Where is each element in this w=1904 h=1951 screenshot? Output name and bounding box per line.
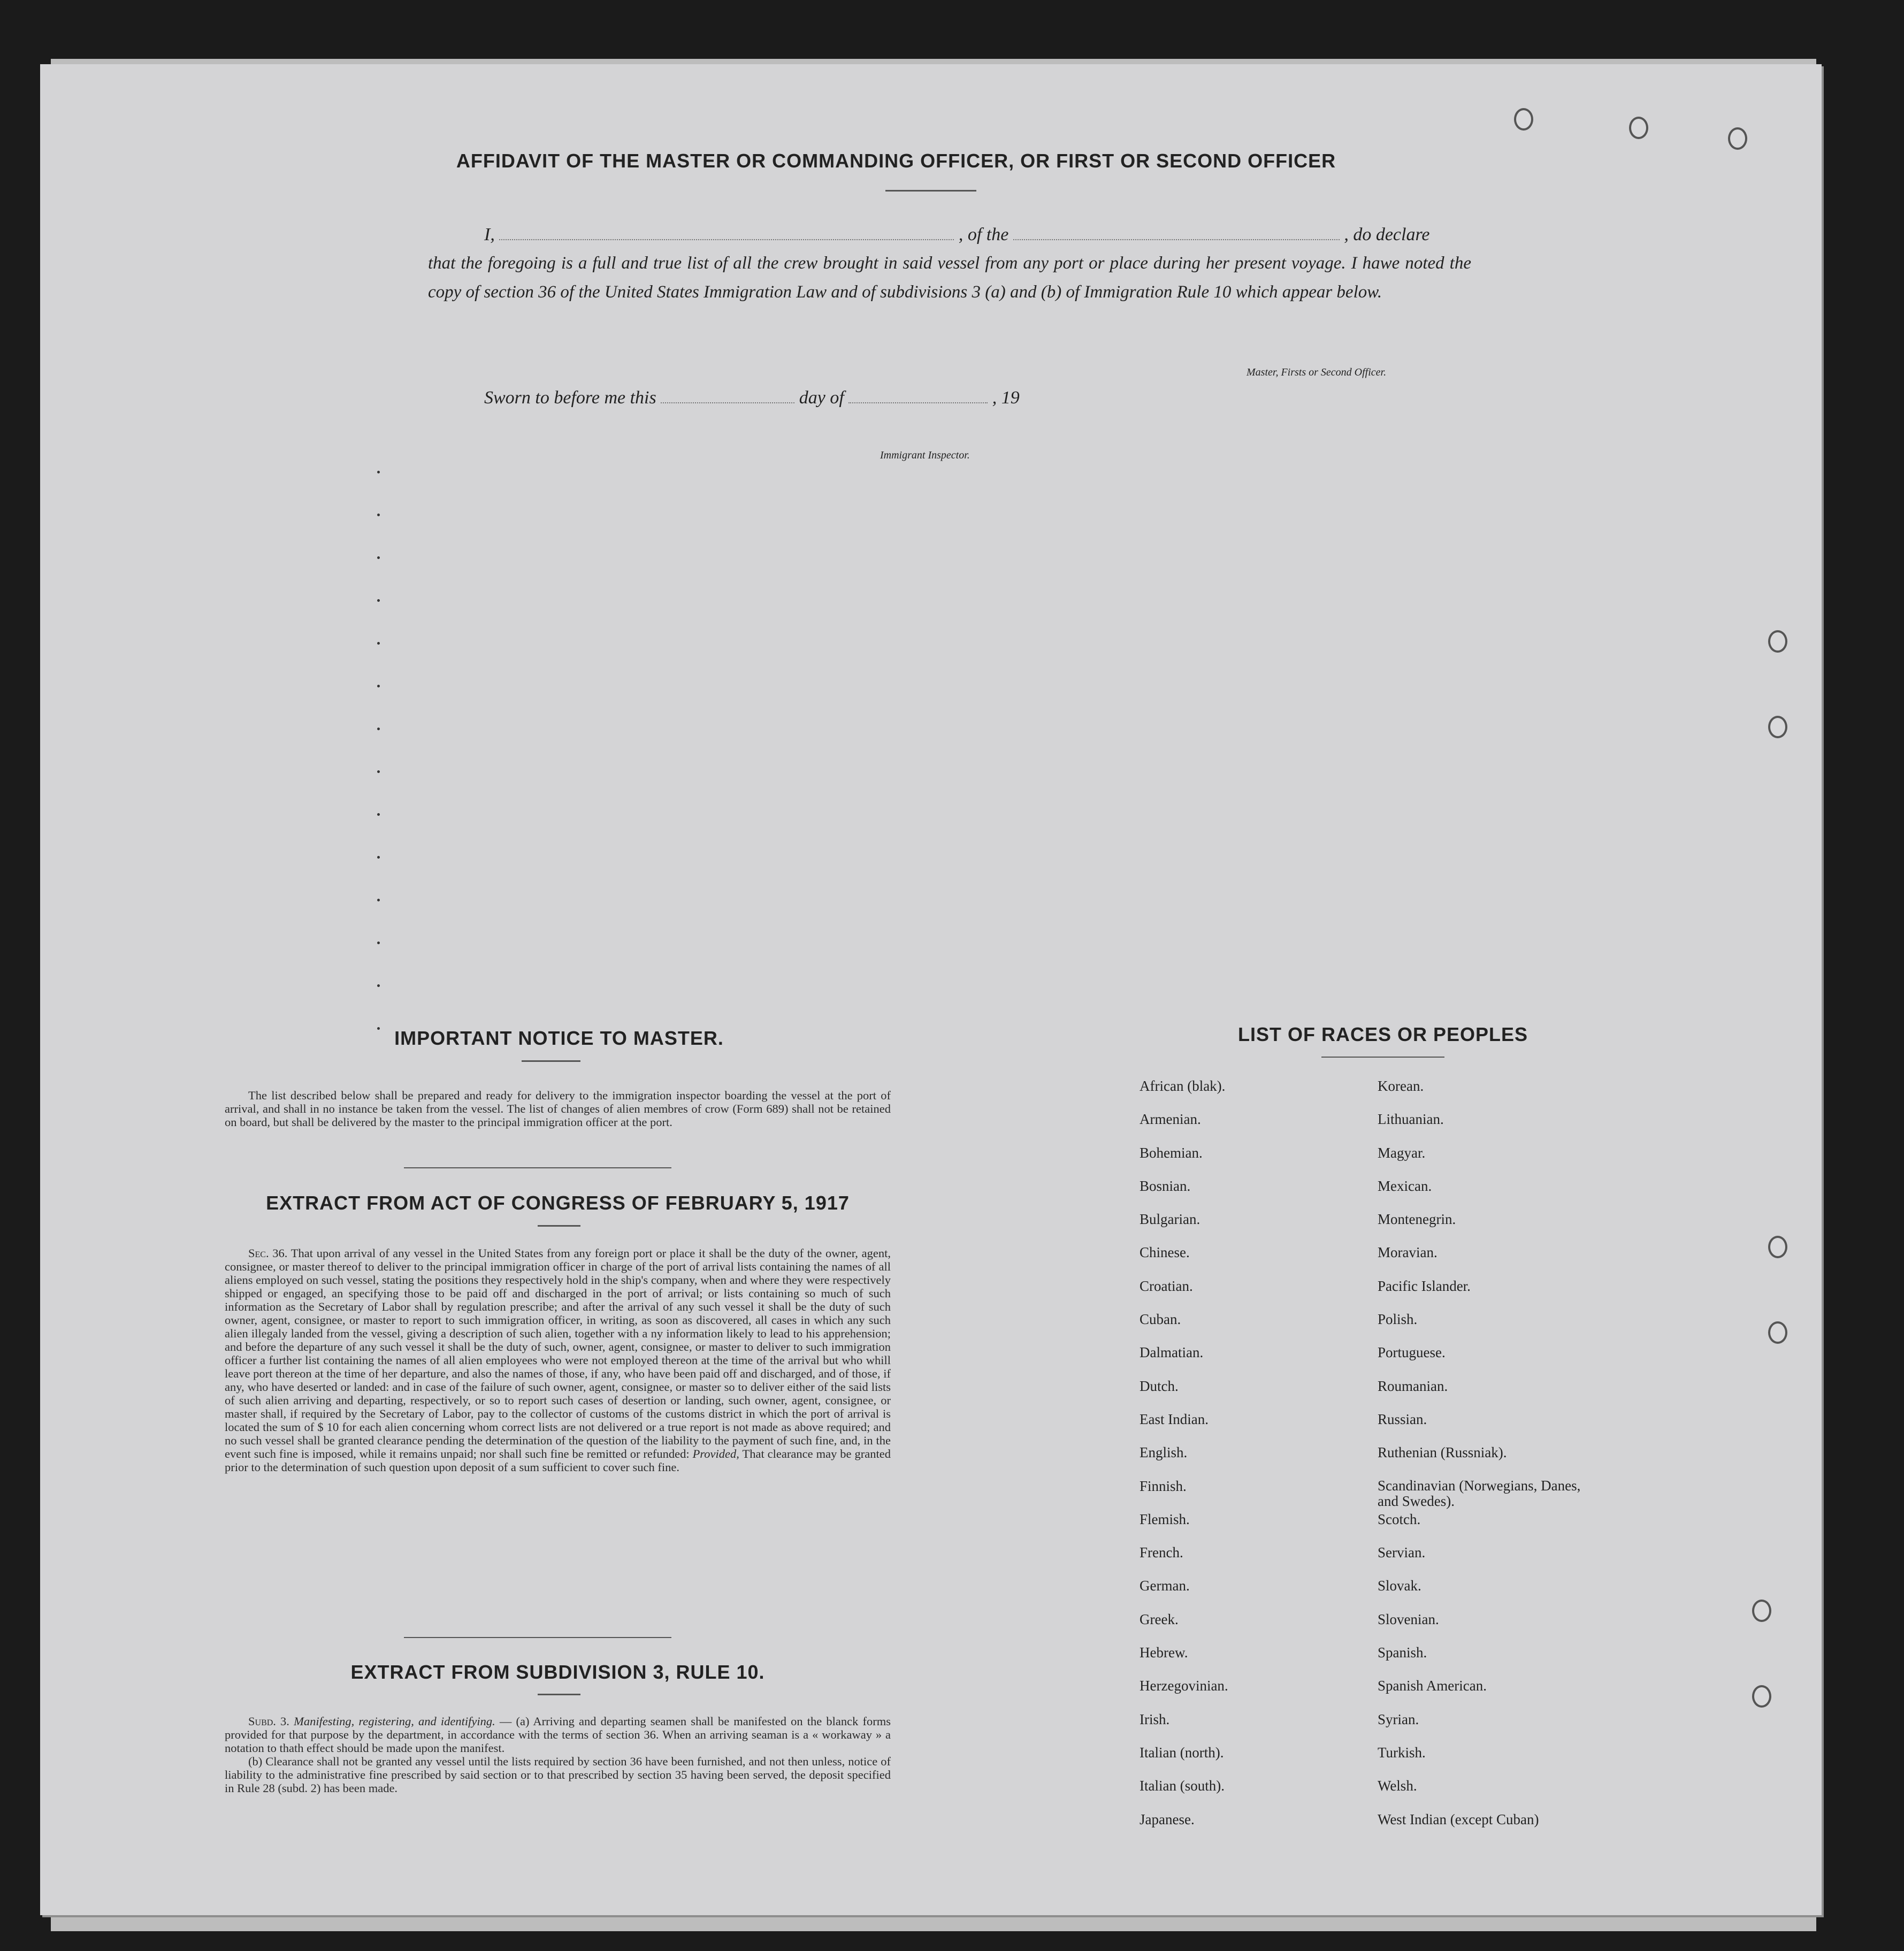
race-item: East Indian. <box>1140 1411 1209 1427</box>
affidavit-title: AFFIDAVIT OF THE MASTER OR COMMANDING OFFICER, OR FIRST OR SECOND OFFICER <box>456 150 1336 172</box>
name-field[interactable] <box>499 239 954 240</box>
races-right-column <box>1378 1078 1602 1845</box>
binder-hole-icon <box>1514 108 1533 131</box>
margin-dot <box>377 942 380 944</box>
declaration-text: that the foregoing is a full and true list of all the crew brought in said vessel from any port or place during her present voyage. I hawe noted the copy of section 36 of the United States Immigration Law and of subdivisions 3 (a) and (b) of Immigration Rule 10 which appear below. <box>428 254 1471 302</box>
sworn-label: Sworn to before me this <box>484 388 656 408</box>
race-item: Italian (north). <box>1140 1744 1224 1761</box>
notice-rule <box>522 1060 580 1062</box>
race-item: Chinese. <box>1140 1244 1190 1261</box>
rule-rule <box>538 1694 580 1695</box>
race-item: Servian. <box>1378 1544 1426 1561</box>
races-title: LIST OF RACES OR PEOPLES <box>1237 1023 1528 1045</box>
race-item: Welsh. <box>1378 1778 1417 1794</box>
race-item: Ruthenian (Russniak). <box>1378 1444 1507 1461</box>
race-item: Moravian. <box>1378 1244 1437 1261</box>
race-item: Russian. <box>1378 1411 1427 1427</box>
race-item: Dalmatian. <box>1140 1344 1204 1361</box>
race-item: Japanese. <box>1140 1811 1195 1827</box>
act-text: Sec. 36. That upon arrival of any vessel in the United States from any foreign port or place it shall be the duty of the owner, agent, consignee, or master thereof to deliver to the principal immigration officer in charge of the port of arrival lists containing the names of all aliens employed on such vessel, stating the positions they respectively hold in the ship's company, when and where they were respectively shipped or engaged, an specifying those to be paid off and discharged in the port of arrival; or lists containing so much of such information as the Secretary of Labor shall by regulation prescribe; and after the arrival of any such vessel it shall be the duty of such owner, agent, consignee, or master to report to such immigration officer, in writing, as soon as discovered, all cases in which any such alien illegaly landed from the vessel, giving a description of such alien, together with a ny information likely to lead to his apprehension; and before the departure of any such vessel it shall be the duty of such, owner, agent, consignee, or master to deliver to such immigration officer a further list containing the names of all alien employees who were not employed thereon at the time of the arrival but who whill leave port thereon at the time of her departure, and also the names of those, if any, who have been paid off and discharged, and of those, if any, who have deserted or landed: and in case of the failure of such owner, agent, consignee, or master so to deliver either of the said lists of such alien arriving and departing, respectively, or so to report such cases of desertion or landing, such owner, agent, consignee, or master shall, if required by the Secretary of Labor, pay to the collector of customs of the customs district in which the port of arrival is located the sum of $ 10 for each alien concerning whom correct lists are not delivered or a true report is not made as above required; and no such vessel shall be granted clearance pending the determination of the question of the liability to the payment of such fine, and, in the event such fine is imposed, while it remains unpaid; nor shall such fine be remitted or refunded: Provided, That clearance may be granted prior to the determination of such question upon deposit of a sum sufficient to cover such fine. <box>225 1246 891 1474</box>
race-item: Finnish. <box>1140 1478 1187 1494</box>
race-item: Slovak. <box>1378 1578 1421 1594</box>
race-item: German. <box>1140 1578 1190 1594</box>
month-field[interactable] <box>848 402 988 403</box>
margin-dot <box>377 984 380 987</box>
sec-label: Sec. 36. <box>248 1246 288 1260</box>
race-item: Polish. <box>1378 1311 1418 1328</box>
race-item: Turkish. <box>1378 1744 1426 1761</box>
race-item: Flemish. <box>1140 1511 1190 1527</box>
race-item: Slovenian. <box>1378 1611 1439 1627</box>
binder-hole-icon <box>1768 630 1787 653</box>
race-item: English. <box>1140 1444 1188 1461</box>
rule-text: Subd. 3. Manifesting, registering, and identifying. — (a) Arriving and departing seamen shall be manifested on the blanck forms provided for that purpose by the department, in accordance with the terms of section 36. When an arriving seaman is a « workaway » a notation to thath effect should be made upon the manifest. (b) Clearance shall not be granted any vessel until the lists required by section 36 have been furnished, and not then unless, notice of liability to the administrative fine prescribed by said section or to that prescribed by section 35 having been served, the deposit specified in Rule 28 (subd. 2) has been made. <box>225 1715 891 1795</box>
form-page <box>40 64 1822 1915</box>
day-of-label: day of <box>799 388 844 408</box>
race-item: Armenian. <box>1140 1111 1201 1128</box>
margin-dot <box>377 599 380 602</box>
race-item: Hebrew. <box>1140 1644 1188 1661</box>
declarant-line <box>484 225 1430 245</box>
races-rule <box>1321 1057 1444 1058</box>
binder-hole-icon <box>1752 1685 1771 1708</box>
notice-title: IMPORTANT NOTICE TO MASTER. <box>394 1027 724 1049</box>
margin-dot <box>377 514 380 516</box>
binder-hole-icon <box>1768 716 1787 738</box>
races-left-column <box>1140 1078 1228 1845</box>
race-item: Portuguese. <box>1378 1344 1446 1361</box>
race-item: French. <box>1140 1544 1183 1561</box>
notice-divider <box>404 1167 671 1168</box>
margin-dot <box>377 770 380 773</box>
day-field[interactable] <box>661 402 794 403</box>
binder-hole-icon <box>1752 1600 1771 1622</box>
race-item: Irish. <box>1140 1711 1170 1727</box>
margin-dot <box>377 642 380 645</box>
inspector-label: Immigrant Inspector. <box>880 449 970 461</box>
vessel-field[interactable] <box>1013 239 1340 240</box>
race-item: Greek. <box>1140 1611 1179 1627</box>
race-item: West Indian (except Cuban) <box>1378 1811 1539 1827</box>
race-item: Croatian. <box>1140 1277 1193 1294</box>
race-item: Scotch. <box>1378 1511 1421 1527</box>
binder-hole-icon <box>1768 1236 1787 1258</box>
subd-label: Subd. 3. <box>248 1715 289 1728</box>
race-item: Bohemian. <box>1140 1144 1203 1161</box>
margin-dot <box>377 813 380 816</box>
margin-dot <box>377 899 380 901</box>
margin-dot <box>377 728 380 730</box>
race-item: Scandinavian (Norwegians, Danes, and Swedes). <box>1378 1477 1581 1509</box>
race-item: Spanish. <box>1378 1644 1427 1661</box>
race-item: Montenegrin. <box>1378 1211 1456 1228</box>
of-the-label: , of the <box>958 225 1009 244</box>
rule-title: EXTRACT FROM SUBDIVISION 3, RULE 10. <box>350 1661 765 1683</box>
margin-dot <box>377 471 380 473</box>
race-item: African (blak). <box>1140 1078 1226 1094</box>
race-item: Herzegovinian. <box>1140 1678 1228 1694</box>
race-item: Korean. <box>1378 1078 1424 1094</box>
margin-dot <box>377 685 380 687</box>
margin-dot <box>377 856 380 859</box>
signature-label: Master, Firsts or Second Officer. <box>1247 366 1387 378</box>
act-rule <box>538 1225 580 1227</box>
notice-text: The list described below shall be prepared and ready for delivery to the immigration inspector boarding the vessel at the port of arrival, and shall in no instance be taken from the vessel. The list of changes of alien membres of crow (Form 689) shall not be retained on board, but shall be delivered by the master to the principal immigration officer at the port. <box>225 1089 891 1129</box>
race-item: Bosnian. <box>1140 1177 1191 1194</box>
race-item: Dutch. <box>1140 1378 1179 1394</box>
race-item: Italian (south). <box>1140 1778 1225 1794</box>
race-item: Magyar. <box>1378 1144 1426 1161</box>
sworn-line <box>484 388 1020 408</box>
binder-hole-icon <box>1768 1321 1787 1344</box>
act-divider <box>404 1637 671 1638</box>
race-item: Roumanian. <box>1378 1378 1448 1394</box>
year-label: , 19 <box>992 388 1020 408</box>
i-label: I, <box>484 225 495 244</box>
margin-dot <box>377 556 380 559</box>
title-rule <box>885 190 976 192</box>
binder-hole-icon <box>1629 117 1648 139</box>
provided-label: Provided, <box>692 1447 739 1460</box>
subd-heading: Manifesting, registering, and identifying. <box>294 1715 495 1728</box>
race-item: Mexican. <box>1378 1177 1432 1194</box>
act-title: EXTRACT FROM ACT OF CONGRESS OF FEBRUARY 5, 1917 <box>266 1192 850 1214</box>
race-item: Lithuanian. <box>1378 1111 1444 1128</box>
do-declare-label: , do declare <box>1344 225 1430 244</box>
race-item: Bulgarian. <box>1140 1211 1200 1228</box>
race-item: Cuban. <box>1140 1311 1181 1328</box>
race-item: Syrian. <box>1378 1711 1419 1727</box>
race-item: Pacific Islander. <box>1378 1277 1471 1294</box>
binder-hole-icon <box>1728 127 1747 150</box>
race-item: Spanish American. <box>1378 1678 1487 1694</box>
